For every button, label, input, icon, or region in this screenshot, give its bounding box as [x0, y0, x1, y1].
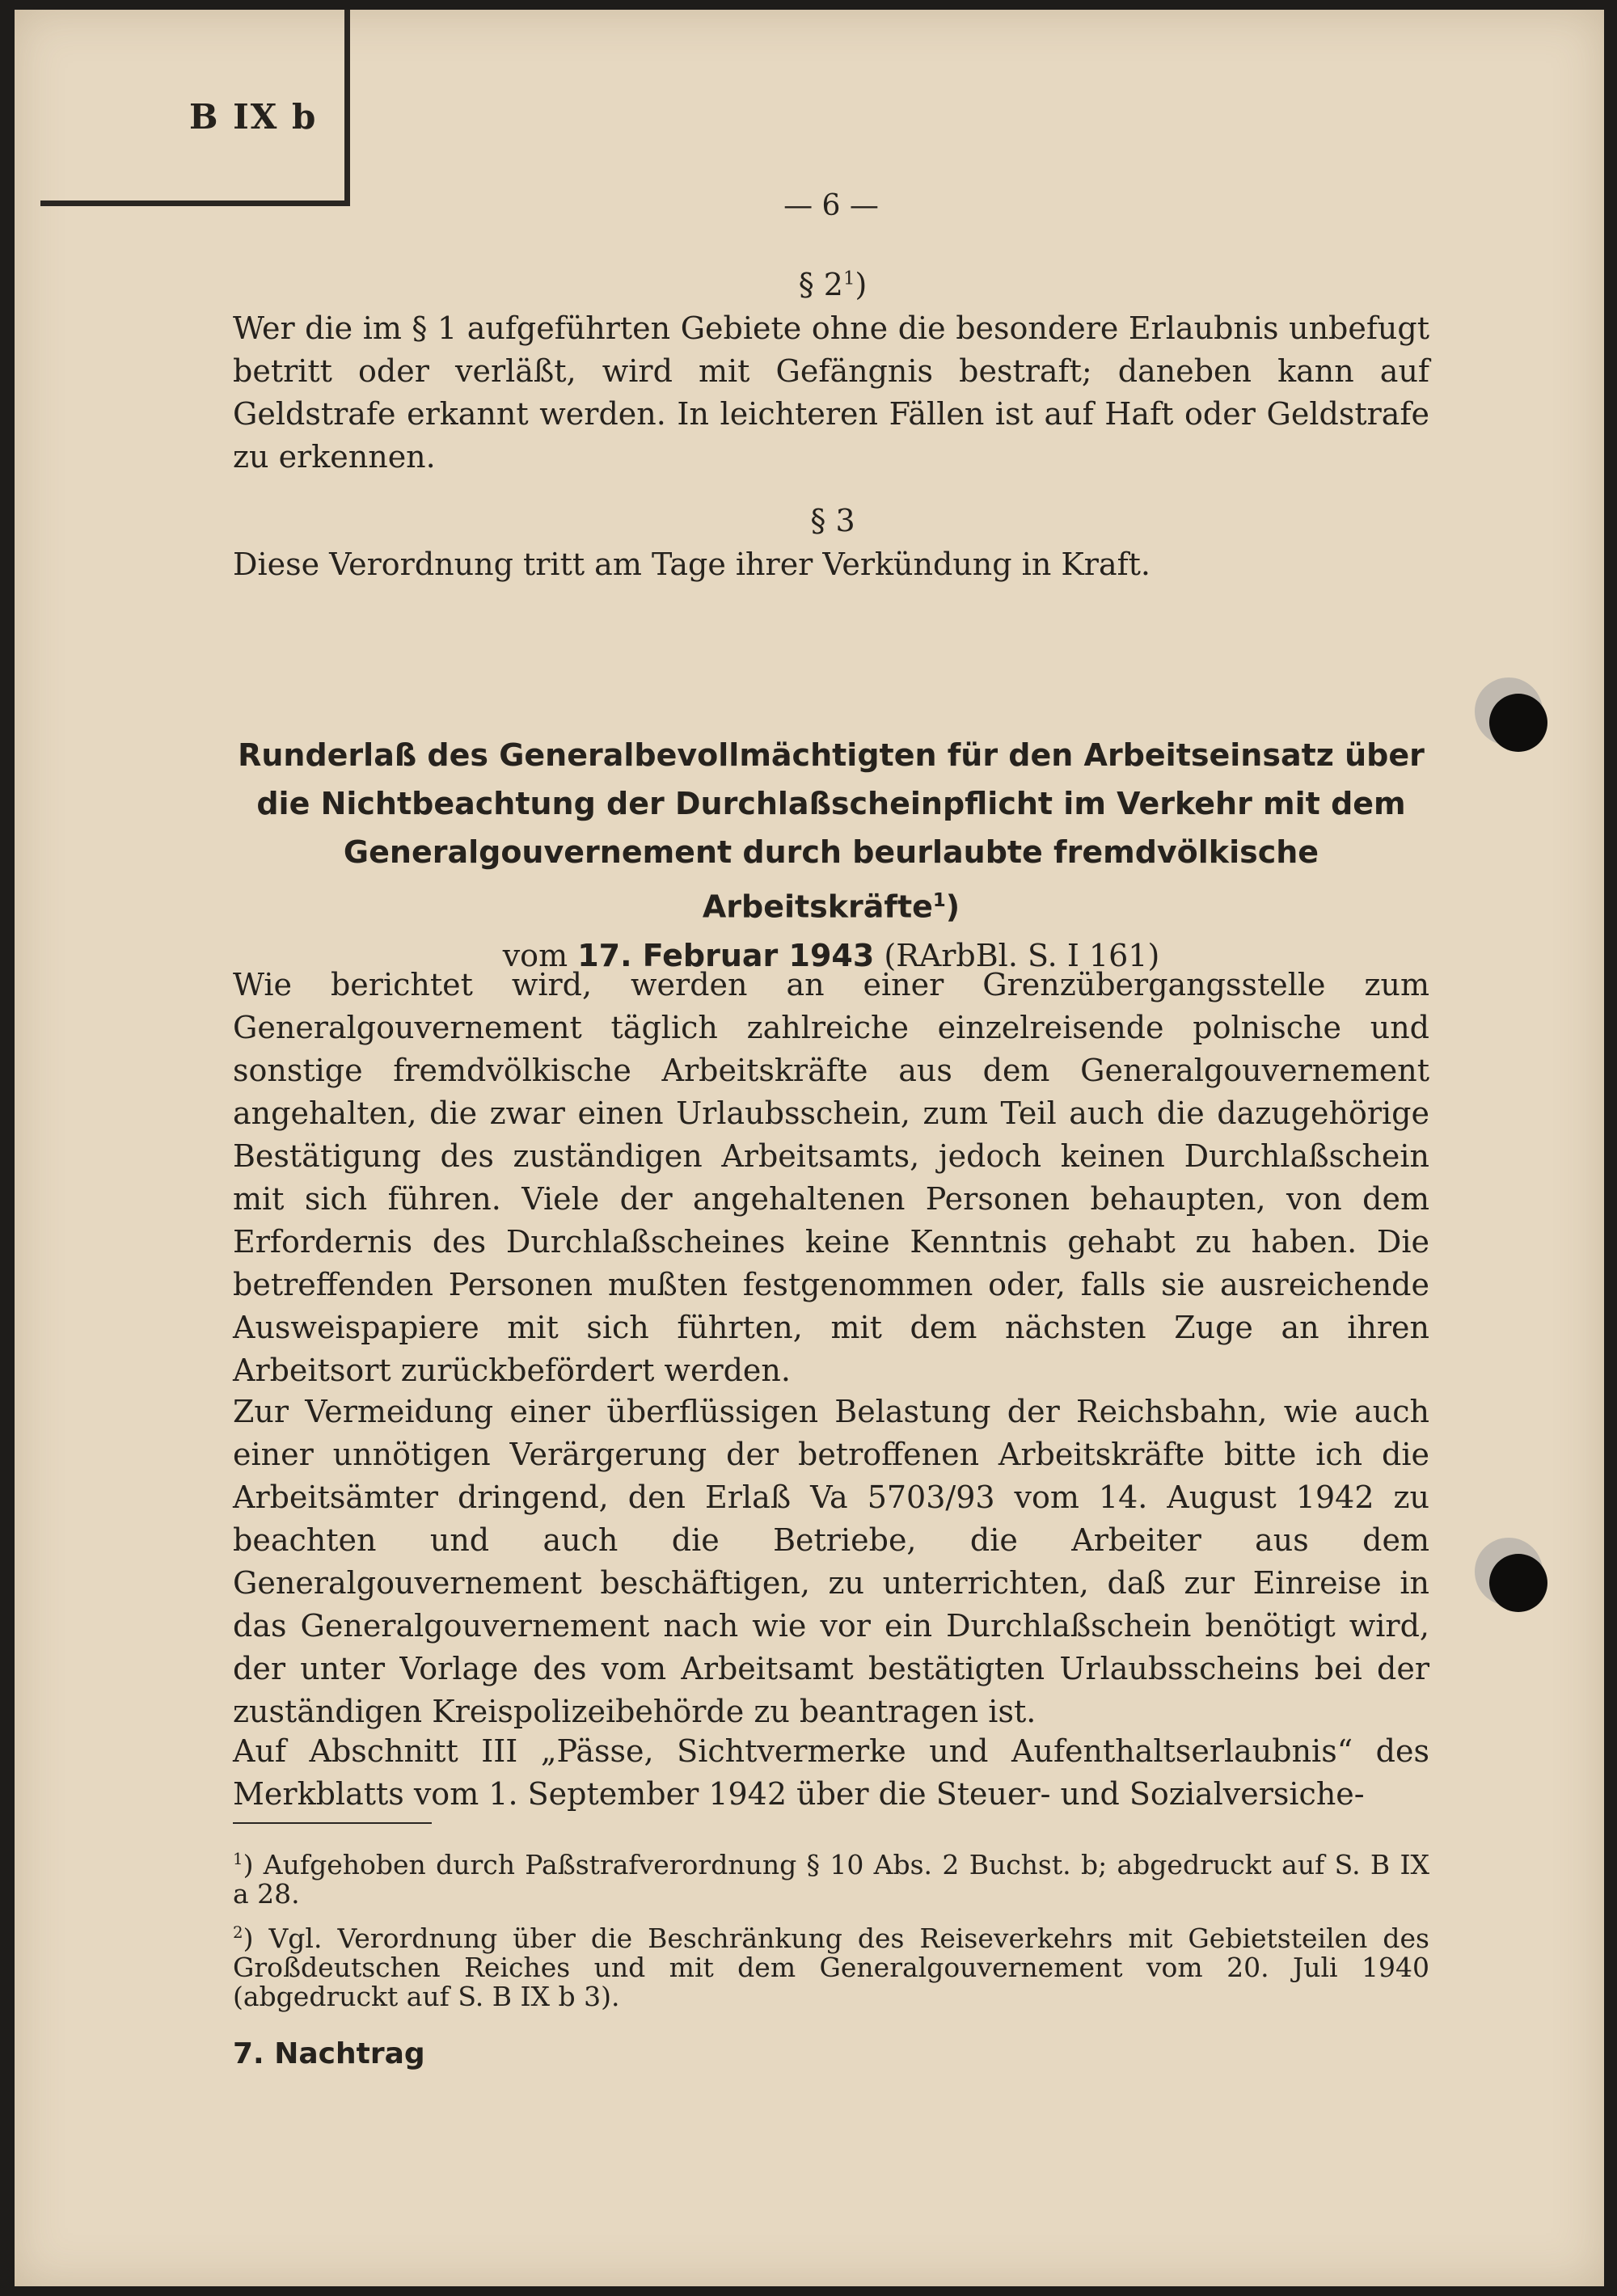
- decree-title-footnote-mark: 1: [932, 890, 946, 911]
- punch-hole-lower: [1489, 1554, 1547, 1612]
- decree-source: (RArbBl. S. I 161): [874, 937, 1160, 973]
- footnote-2-text: ) Vgl. Verordnung über die Beschränkung des Reiseverkehrs mit Gebietsteilen des Großdeutschen Reiches und mit dem Generalgouvernement vom 20. Juli 1940 (abgedruckt auf S. B IX b 3).: [233, 1922, 1429, 2012]
- decree-paragraph-2: Zur Vermeidung einer überflüssigen Belastung der Reichsbahn, wie auch einer unnötigen Verärgerung der betroffenen Arbeitskräfte bitte ich die Arbeitsämter dringend, den Erlaß Va 5703/93 vom 14. August 1942 zu beachten und auch die Betriebe, die Arbeiter aus dem Generalgouvernement beschäftigen, zu unterrichten, daß zur Einreise in das Generalgouvernement nach wie vor ein Durchlaßschein benötigt wird, der unter Vorlage des vom Arbeitsamt bestätigten Urlaubsscheins bei der zuständigen Kreispolizeibehörde zu beantragen ist.: [233, 1394, 1429, 1729]
- footnote-1: [233, 1845, 1429, 1909]
- footnote-1-mark: 1: [233, 1850, 243, 1868]
- footnote-2-mark: 2: [233, 1923, 243, 1942]
- footnote-divider: [233, 1822, 432, 1824]
- footnote-2: [233, 1918, 1429, 2011]
- section-2-footnote-mark: 1: [842, 268, 855, 289]
- section-2-sign: § 2: [798, 267, 843, 302]
- section-3-heading: § 3: [810, 503, 855, 538]
- section-2-text: Wer die im § 1 aufgeführten Gebiete ohne die besondere Erlaubnis unbefugt betritt oder verläßt, wird mit Gefängnis bestraft; daneben kann auf Geldstrafe erkannt werden. In leichteren Fällen ist auf Haft oder Geldstrafe zu erkennen.: [233, 310, 1429, 475]
- decree-paragraph-3: Auf Abschnitt III „Pässe, Sichtvermerke und Aufenthaltserlaubnis“ des Merkblatts vom 1. September 1942 über die Steuer- und Sozialversiche-: [233, 1733, 1429, 1812]
- punch-hole-upper: [1489, 694, 1547, 752]
- document-page: [15, 10, 1604, 2286]
- section-3-text: Diese Verordnung tritt am Tage ihrer Verkündung in Kraft.: [233, 547, 1151, 582]
- decree-paragraph-1: Wie berichtet wird, werden an einer Grenzübergangsstelle zum Generalgouvernement täglich zahlreiche einzelreisende polnische und sonstige fremdvölkische Arbeitskräfte aus dem Generalgouvernement angehalten, die zwar einen Urlaubsschein, zum Teil auch die dazugehörige Bestätigung des zuständigen Arbeitsamts, jedoch keinen Durchlaßschein mit sich führen. Viele der angehaltenen Personen behaupten, von dem Erfordernis des Durchlaßscheines keine Kenntnis gehabt zu haben. Die betreffenden Personen mußten festgenommen oder, falls sie ausreichende Ausweispapiere mit sich führten, mit dem nächsten Zuge an ihren Arbeitsort zurückbefördert werden.: [233, 967, 1429, 1388]
- section-2-sign-close: ): [855, 267, 868, 302]
- section-tab-label: B IX b: [189, 97, 318, 137]
- page-number: — 6 —: [783, 189, 879, 222]
- decree-title: [233, 731, 1429, 980]
- decree-date-prefix: vom: [502, 937, 578, 973]
- decree-date: 17. Februar 1943: [577, 937, 875, 973]
- footnotes: [233, 1845, 1429, 2021]
- footnote-1-text: ) Aufgehoben durch Paßstrafverordnung § 10 Abs. 2 Buchst. b; abgedruckt auf S. B IX a 28.: [233, 1849, 1429, 1910]
- decree-title-text: Runderlaß des Generalbevollmächtigten für den Arbeitseinsatz über die Nichtbeachtung der Durchlaßscheinpflicht im Verkehr mit dem Generalgouvernement durch beurlaubte fremdvölkische Arbeitskräfte: [238, 737, 1425, 925]
- section-tab-box: [40, 10, 350, 206]
- supplement-label: 7. Nachtrag: [233, 2037, 425, 2070]
- section-2-heading: [711, 267, 954, 302]
- decree-title-close: ): [945, 888, 960, 925]
